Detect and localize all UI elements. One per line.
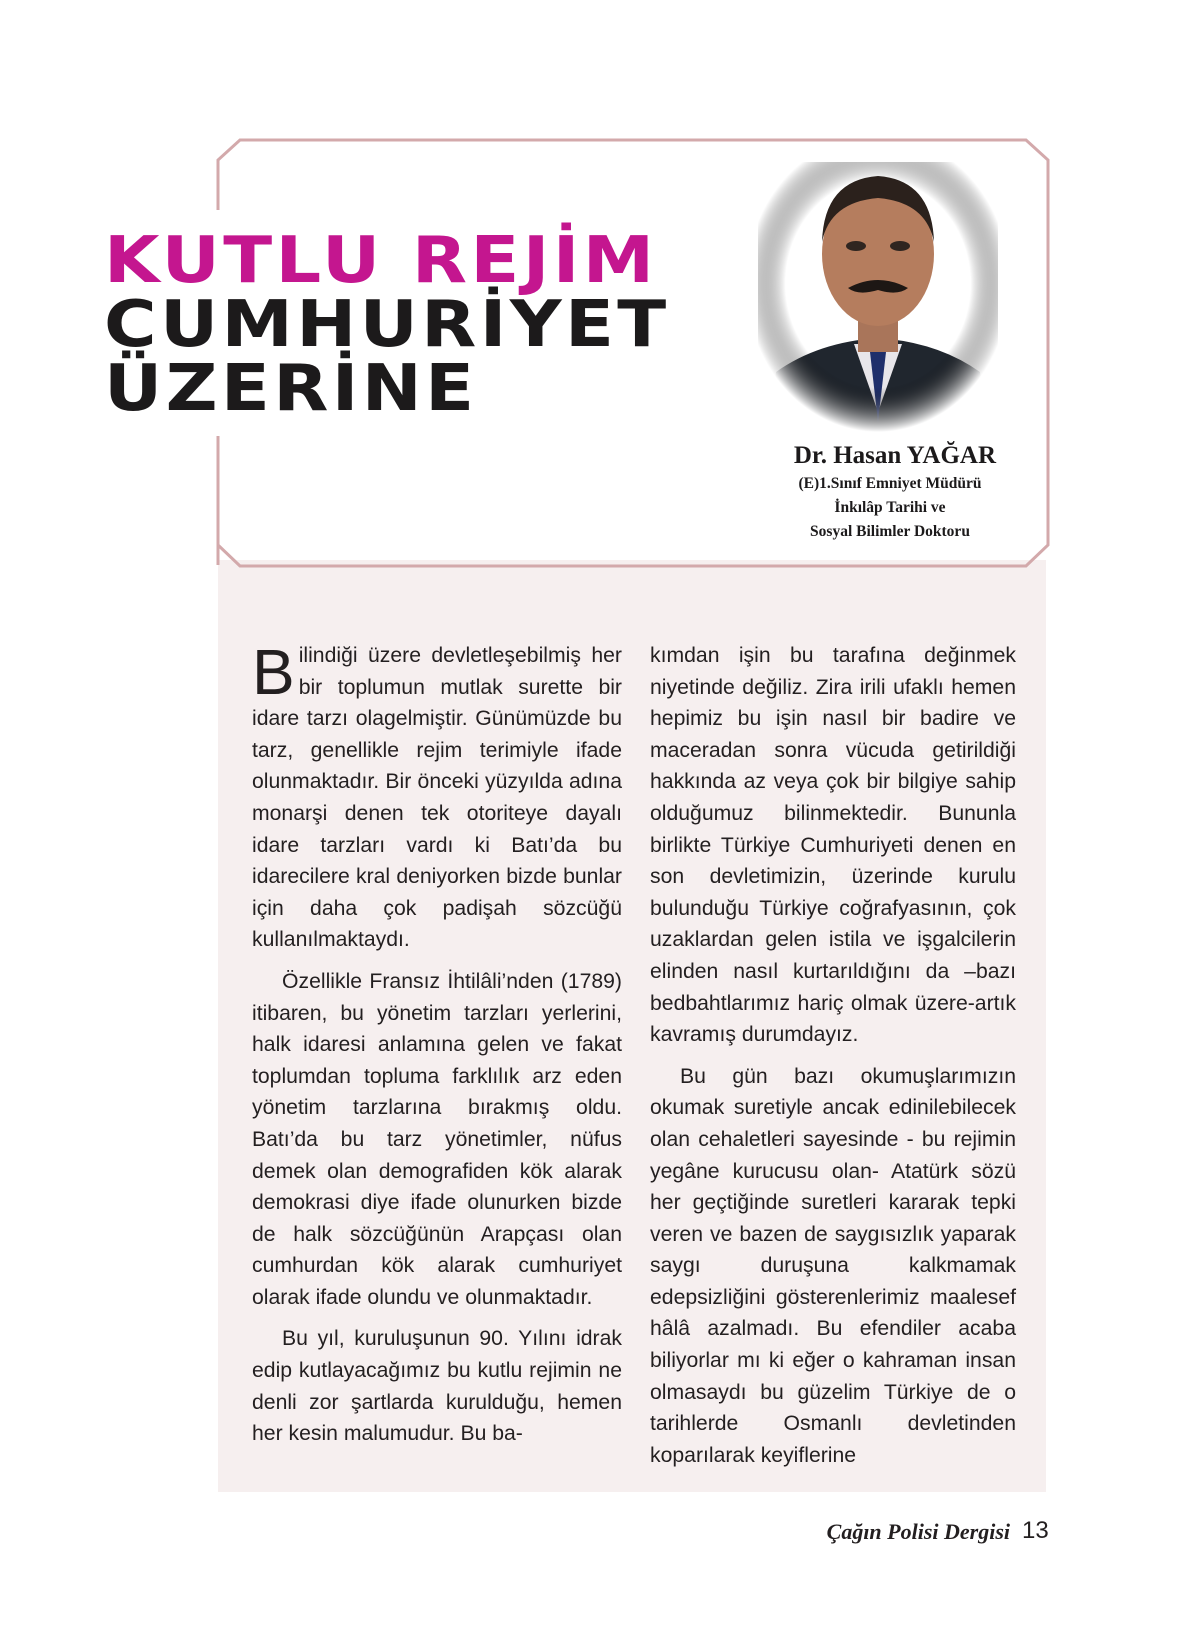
- drop-cap: B: [252, 636, 295, 708]
- author-title: (E)1.Sınıf Emniyet Müdürü: [798, 475, 982, 492]
- title-line-1: KUTLU REJİM: [104, 224, 658, 298]
- author-portrait: [758, 162, 998, 432]
- paragraph: Bu gün bazı okumuşlarımızın okumak suretiyle ancak edinilebilecek olan cehaletleri sayesinde - bu rejimin yegâne kurucusu olan- Atatürk sözü her geçtiğinde suretleri kararak tepki veren ve bazen de saygısızlık yaparak saygı duruşuna kalkmamak edepsizliğini gösterenlerimiz maalesef hâlâ azalmadı. Bu efendiler acaba biliyorlar mı ki eğer o kahraman insan olmasaydı bu güzelim Türkiye de o tarihlerde Osmanlı devletinden koparılarak keyiflerine: [650, 1064, 1016, 1467]
- page-number: 13: [1022, 1517, 1049, 1544]
- article-column-right: [650, 640, 1016, 1481]
- paragraph: [252, 636, 622, 956]
- magazine-name: Çağın Polisi Dergisi: [826, 1519, 1010, 1544]
- title-line-2: CUMHURİYET: [104, 288, 670, 362]
- author-degree-1: İnkılâp Tarihi ve: [834, 499, 946, 516]
- paragraph-text: ilindiği üzere devletleşebilmiş her bir toplumun mutlak surette bir idare tarzı olagelmiştir. Günümüzde bu tarz, genellikle rejim terimiyle ifade olunmaktadır. Bir önceki yüzyılda adına monarşi denen tek otoriteye dayalı idare tarzları vardı ki Batı’da bu idarecilere kral deniyorken bizde bunlar için daha çok padişah sözcüğü kullanılmaktaydı.: [252, 644, 622, 952]
- paragraph: Bu yıl, kuruluşunun 90. Yılını idrak edip kutlayacağımız bu kutlu rejimin ne denli zor şartlarda kurulduğu, hemen her kesin malumudur. Bu ba-: [252, 1327, 622, 1446]
- paragraph: kımdan işin bu tarafına değinmek niyetinde değiliz. Zira irili ufaklı hemen hepimiz bu işin nasıl bir badire ve maceradan sonra vücuda getirildiği hakkında az veya çok bir bilgiye sahip olduğumuz bilinmektedir. Bununla birlikte Türkiye Cumhuriyeti denen en son devletimizin, üzerinde kurulu bulunduğu Türkiye coğrafyasının, çok uzaklardan gelen istila ve işgalcilerin elinden nasıl kurtarıldığını da –bazı bedbahtlarımız hariç olmak üzere-artık kavramış durumdayız.: [650, 644, 1016, 1047]
- portrait-illustration: [758, 162, 998, 432]
- article-column-left: [252, 636, 622, 1460]
- title-line-3: ÜZERİNE: [104, 352, 478, 426]
- author-degree-2: Sosyal Bilimler Doktoru: [810, 523, 970, 540]
- author-name: Dr. Hasan YAĞAR: [793, 442, 996, 469]
- paragraph: Özellikle Fransız İhtilâli’nden (1789) itibaren, bu yönetim tarzları yerlerini, halk idaresi anlamına gelen ve fakat toplumdan topluma farklılık arz eden yönetim tarzlarına bırakmış oldu. Batı’da bu tarz yönetimler, nüfus demek olan demografiden kök alarak demokrasi diye ifade olunurken bizde de halk sözcüğünün Arapçası olan cumhurdan kök alarak cumhuriyet olarak ifade olundu ve olunmaktadır.: [252, 969, 622, 1309]
